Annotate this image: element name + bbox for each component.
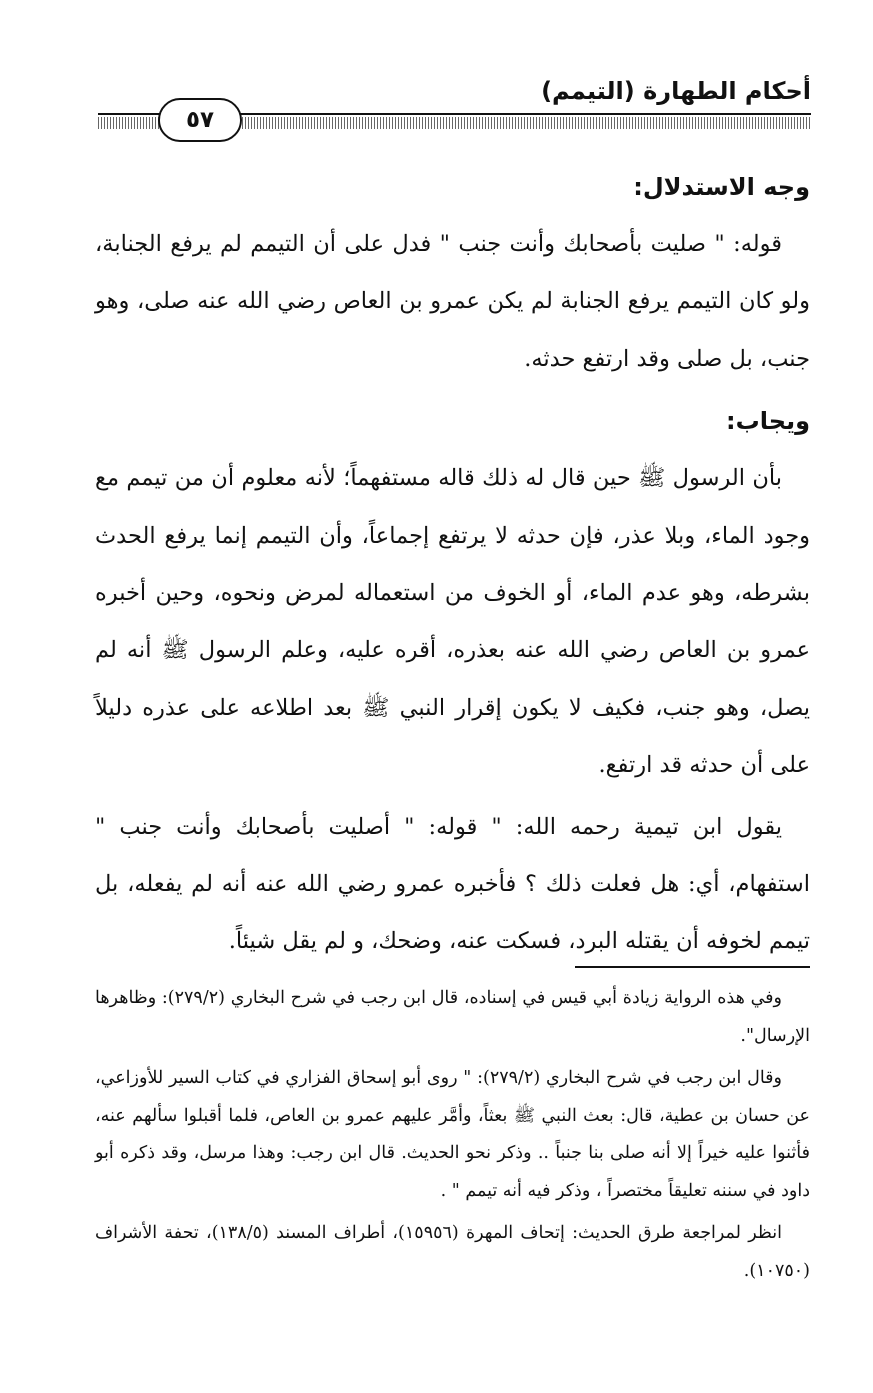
footnotes	[95, 980, 810, 1295]
footnote-3: انظر لمراجعة طرق الحديث: إتحاف المهرة (١٥٩٥٦)، أطراف المسند (١٣٨/٥)، تحفة الأشراف (١٠٧٥٠).	[95, 1223, 810, 1281]
footnote-2: وقال ابن رجب في شرح البخاري (٢٧٩/٢): " روى أبو إسحاق الفزاري في كتاب السير للأوزاعي، عن حسان بن عطية، قال: بعث النبي ﷺ بعثاً، وأمَّر عليهم عمرو بن العاص، فلما أقبلوا سألهم عنه، فأثنوا عليه خيراً إلا أنه صلى بنا جنباً .. وذكر نحو الحديث. قال ابن رجب: وهذا مرسل، وقد ذكره أبو داود في سننه تعليقاً مختصراً ، وذكر فيه أنه تيمم " .	[95, 1068, 810, 1201]
footnote-1: وفي هذه الرواية زيادة أبي قيس في إسناده، قال ابن رجب في شرح البخاري (٢٧٩/٢): وظاهرها الإرسال".	[95, 988, 810, 1046]
page-number: ٥٧	[158, 98, 242, 142]
paragraph-evidence: قوله: " صليت بأصحابك وأنت جنب " فدل على أن التيمم لم يرفع الجنابة، ولو كان التيمم يرفع الجنابة لم يكن عمرو بن العاص رضي الله عنه صلى، وهو جنب، بل صلى وقد ارتفع حدثه.	[95, 231, 810, 372]
footnote-separator	[575, 966, 810, 968]
main-text	[95, 166, 810, 971]
running-header-title: أحكام الطهارة (التيمم)	[541, 77, 811, 105]
section-heading-evidence: وجه الاستدلال:	[633, 173, 810, 201]
paragraph-response: بأن الرسول ﷺ حين قال له ذلك قاله مستفهماً؛ لأنه معلوم أن من تيمم مع وجود الماء، وبلا عذر، فإن حدثه لا يرتفع إجماعاً، وأن التيمم إنما يرفع الحدث بشرطه، وهو عدم الماء، أو الخوف من استعماله لمرض ونحوه، وحين أخبره عمرو بن العاص رضي الله عنه بعذره، أقره عليه، وعلم الرسول ﷺ أنه لم يصل، وهو جنب، فكيف لا يكون إقرار النبي ﷺ بعد اطلاعه على عذره دليلاً على أن حدثه قد ارتفع.	[95, 465, 810, 779]
paragraph-ibn-taymiyyah: يقول ابن تيمية رحمه الله: " قوله: " أصليت بأصحابك وأنت جنب " استفهام، أي: هل فعلت ذلك ؟ فأخبره عمرو رضي الله عنه أنه لم يفعله، بل تيمم لخوفه أن يقتله البرد، فسكت عنه، وضحك، و لم يقل شيئاً.	[95, 813, 810, 955]
section-heading-response: ويجاب:	[726, 407, 810, 436]
